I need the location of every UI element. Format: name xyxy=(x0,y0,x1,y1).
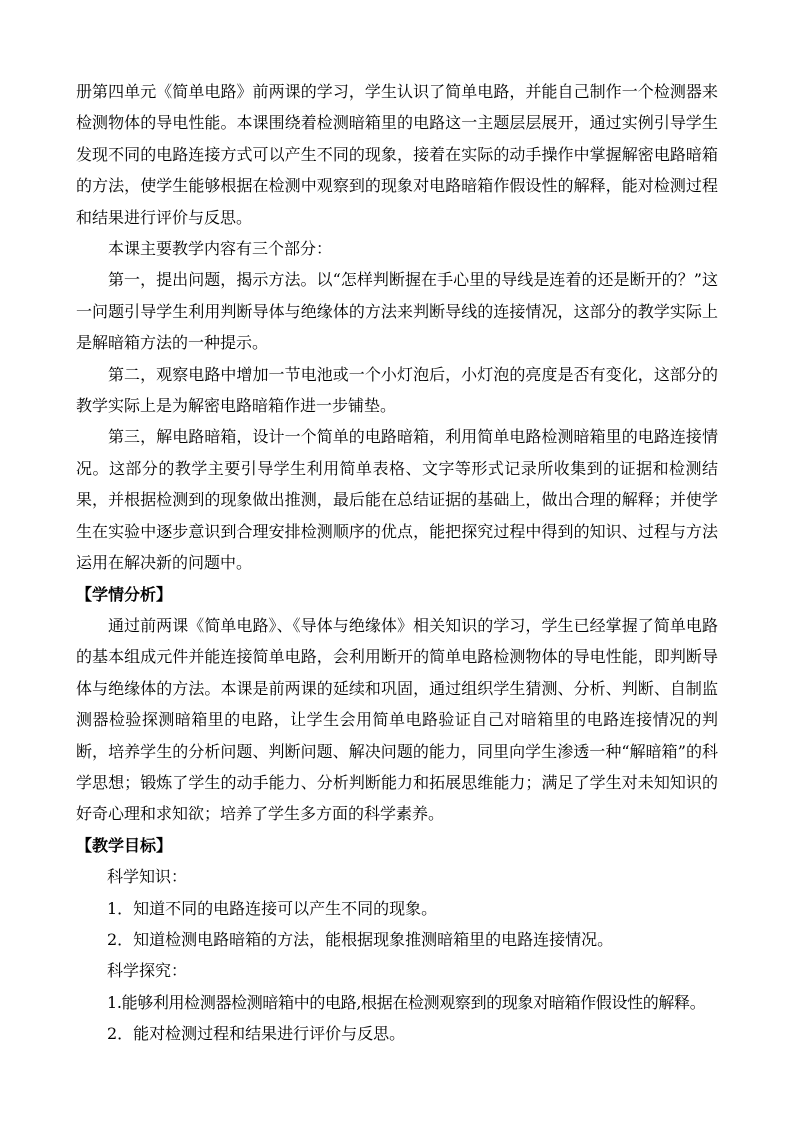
student-analysis-text: 通过前两课《简单电路》、《导体与绝缘体》相关知识的学习，学生已经掌握了简单电路的基本组成元件并能连接简单电路，会利用断开的简单电路检测物体的导电性能，即判断导体与绝缘体的方法。本课是前两课的延续和巩固，通过组织学生猜测、分析、判断、自制监测器检验探测暗箱里的电路，让学生会用简单电路验证自己对暗箱里的电路连接情况的判断，培养学生的分析问题、判断问题、解决问题的能力，同里向学生渗透一种“解暗箱”的科学思想；锻炼了学生的动手能力、分析判断能力和拓展思维能力；满足了学生对未知知识的好奇心理和求知欲；培养了学生多方面的科学素养。 xyxy=(76,615,718,824)
content-part-two: 第二，观察电路中增加一节电池或一个小灯泡后，小灯泡的亮度是否有变化，这部分的教学实际上是为解密电路暗箱作进一步铺垫。 xyxy=(76,364,718,416)
teaching-goals-heading: 【教学目标】 xyxy=(76,835,173,855)
knowledge-item: 1．知道不同的电路连接可以产生不同的现象。 xyxy=(107,898,438,918)
inquiry-item: 1.能够利用检测器检测暗箱中的电路,根据在检测观察到的现象对暗箱作假设性的解释。 xyxy=(107,992,706,1012)
content-part-one: 第一，提出问题，揭示方法。以“怎样判断握在手心里的导线是连着的还是断开的？”这一问题引导学生利用判断导体与绝缘体的方法来判断导线的连接情况，这部分的教学实际上是解暗箱方法的一种提示。 xyxy=(76,270,718,353)
knowledge-item: 2．知道检测电路暗箱的方法，能根据现象推测暗箱里的电路连接情况。 xyxy=(107,929,614,949)
inquiry-label: 科学探究： xyxy=(107,961,188,981)
student-analysis-heading: 【学情分析】 xyxy=(76,584,173,604)
inquiry-item: 2．能对检测过程和结果进行评价与反思。 xyxy=(107,1024,406,1044)
document-page xyxy=(76,76,718,1050)
intro-paragraph: 册第四单元《简单电路》前两课的学习，学生认识了简单电路，并能自己制作一个检测器来检测物体的导电性能。本课围绕着检测暗箱里的电路这一主题层层展开，通过实例引导学生发现不同的电路连接方式可以产生不同的现象，接着在实际的动手操作中掌握解密电路暗箱的方法，使学生能够根据在检测中观察到的现象对电路暗箱作假设性的解释，能对检测过程和结果进行评价与反思。 xyxy=(76,82,718,227)
knowledge-label: 科学知识： xyxy=(107,867,188,887)
content-overview: 本课主要教学内容有三个部分： xyxy=(108,239,333,259)
content-part-three: 第三，解电路暗箱，设计一个简单的电路暗箱，利用简单电路检测暗箱里的电路连接情况。这部分的教学主要引导学生利用简单表格、文字等形式记录所收集到的证据和检测结果，并根据检测到的现象做出推测，最后能在总结证据的基础上，做出合理的解释；并使学生在实验中逐步意识到合理安排检测顺序的优点，能把探究过程中得到的知识、过程与方法运用在解决新的问题中。 xyxy=(76,427,718,573)
